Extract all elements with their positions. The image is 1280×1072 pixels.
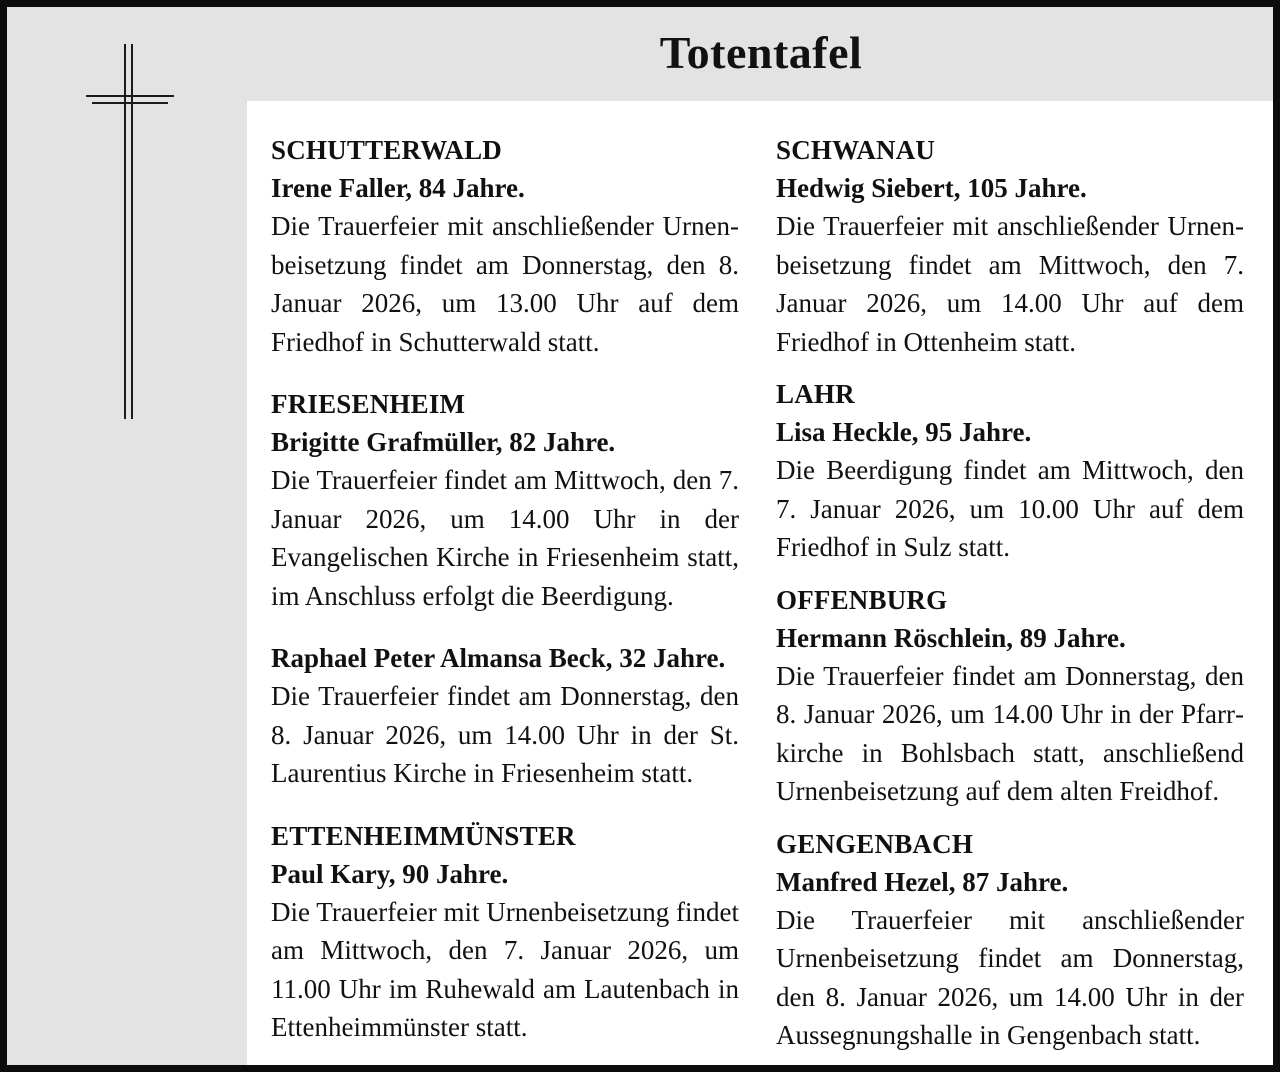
deceased-name: Hermann Röschlein, 89 Jahre. bbox=[776, 622, 1126, 653]
ceremony-text: Die Trauerfeier mit anschließender Urnenbeisetzung findet am Donnerstag, den 8. Januar 2026, um 14.00 Uhr in der Aussegnungshalle in Gengenbach statt. bbox=[776, 904, 1244, 1050]
obituary-panel bbox=[247, 101, 1273, 1065]
place-heading: OFFENBURG bbox=[776, 584, 948, 615]
ceremony-text: Die Trauerfeier findet am Donnerstag, den 8. Januar 2026, um 14.00 Uhr in der Pfarrkirche in Bohlsbach statt, anschließend Urnenbeisetzung auf dem alten Freidhof. bbox=[776, 660, 1244, 806]
obituary-entry bbox=[271, 817, 739, 1047]
ceremony-text: Die Trauerfeier mit anschließender Urnenbeisetzung findet am Mittwoch, den 7. Januar 2026, um 14.00 Uhr auf dem Friedhof in Ottenheim statt. bbox=[776, 211, 1244, 357]
obituary-entry bbox=[776, 581, 1244, 811]
ceremony-text: Die Trauerfeier mit Urnenbeisetzung findet am Mittwoch, den 7. Januar 2026, um 11.00 Uhr im Ruhewald am Lautenbach in Ettenheimmünster statt. bbox=[271, 896, 739, 1042]
place-heading: ETTENHEIMMÜNSTER bbox=[271, 820, 576, 851]
ceremony-text: Die Beerdigung findet am Mittwoch, den 7. Januar 2026, um 10.00 Uhr auf dem Friedhof in Sulz statt. bbox=[776, 455, 1244, 562]
right-column bbox=[776, 131, 1244, 1055]
obituary-entry bbox=[271, 131, 739, 361]
obituary-entry bbox=[776, 825, 1244, 1055]
obituary-entry bbox=[776, 375, 1244, 567]
ceremony-text: Die Trauerfeier findet am Donnerstag, den 8. Januar 2026, um 14.00 Uhr in der St. Laurentius Kirche in Friesenheim statt. bbox=[271, 681, 739, 788]
place-heading: LAHR bbox=[776, 379, 855, 409]
deceased-name: Brigitte Grafmüller, 82 Jahre. bbox=[271, 427, 616, 457]
left-column bbox=[271, 131, 739, 1047]
deceased-name: Irene Faller, 84 Jahre. bbox=[271, 173, 525, 203]
ceremony-text: Die Trauerfeier mit anschließender Urnenbeisetzung findet am Donnerstag, den 8. Januar 2026, um 13.00 Uhr auf dem Friedhof in Schutterwald statt. bbox=[271, 211, 739, 357]
place-heading: SCHWANAU bbox=[776, 135, 936, 165]
obituary-entry bbox=[271, 385, 739, 615]
ceremony-text: Die Trauerfeier findet am Mittwoch, den 7. Januar 2026, um 14.00 Uhr in der Evangelischen Kirche in Friesenheim statt, im Anschluss erfolgt die Beerdigung. bbox=[271, 465, 739, 611]
place-heading: SCHUTTERWALD bbox=[271, 135, 503, 165]
deceased-name: Hedwig Siebert, 105 Jahre. bbox=[776, 173, 1087, 203]
deceased-name: Raphael Peter Almansa Beck, 32 Jahre. bbox=[271, 643, 726, 673]
page-title: Totentafel bbox=[659, 27, 863, 78]
deceased-name: Lisa Heckle, 95 Jahre. bbox=[776, 417, 1032, 447]
place-heading: FRIESENHEIM bbox=[271, 389, 466, 419]
deceased-name: Paul Kary, 90 Jahre. bbox=[271, 858, 509, 889]
obituary-entry bbox=[271, 639, 739, 793]
obituary-entry bbox=[776, 131, 1244, 361]
deceased-name: Manfred Hezel, 87 Jahre. bbox=[776, 866, 1069, 897]
place-heading: GENGENBACH bbox=[776, 828, 974, 859]
cross-icon bbox=[80, 44, 180, 424]
